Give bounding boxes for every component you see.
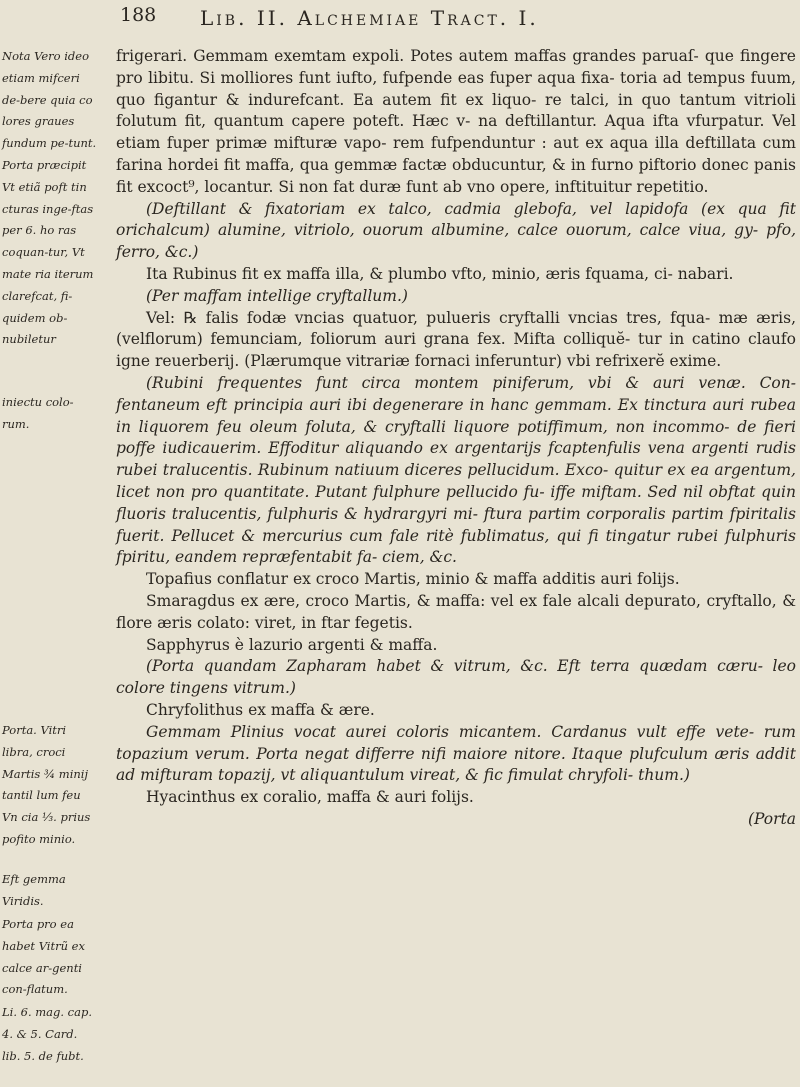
paragraph: Sapphyrus è lazurio argenti & maffa.: [146, 635, 438, 654]
paragraph: (Rubini frequentes funt circa montem piniferum, vbi & auri venæ. Con- fentaneum eft principia auri ibi degenerare in hanc gemmam. Ex tinctura auri rubea in liquorem feu oleum foluta, & cryftalli liquore potiffimum, non incommo- de fieri poffe iudicauerim. Effoditur aliquando ex argentarijs fcaptenfulis vena argenti rudis rubei tralucentis. Rubinum natiuum diceres pellucidum. Exco- quitur ex ea argentum, licet non pro quantitate. Putant fulphure pellucido fu- iffe miftam. Sed nil obftat quin fluoris tralucentis, fulphuris & hydrargyri mi- ftura partim corporalis partim fpiritalis fuerit. Pellucet & mercurius cum fale ritè fublimatus, qui fi tingatur rubei fulphuris fpiritu, eandem repræfentabit fa- ciem, &c.: [116, 373, 796, 567]
main-text: [116, 46, 796, 831]
paragraph: (Porta quandam Zapharam habet & vitrum, &c. Eft terra quædam cæru- leo colore tingens vitrum.): [116, 657, 796, 698]
margin-note: Porta. Vitri libra, croci Martis ¾ minij tantil lum feu Vn cia ⅓. prius pofito minio.: [2, 723, 91, 846]
paragraph: frigerari. Gemmam exemtam expoli. Potes autem maffas grandes paruaſ- que fingere pro libitu. Si molliores funt iufto, fufpende eas fuper aqua fixa- toria ad tempus fuum, quo figantur & indurefcant. Ea autem fit ex liquo- re talci, in quo tantum vitrioli folutum fit, quantum capere poteft. Hæc v- na deftillantur. Aqua ifta vfurpatur. Vel etiam fuper primæ mifturæ vapo- rem fufpenduntur : aut ex aqua illa deftillata cum farina hordei fit maffa, qua gemmæ factæ obducuntur, & in furno piftorio donec panis fit excoct⁹, locantur. Si non fat duræ funt ab vno opere, inftituitur repetitio.: [116, 47, 796, 196]
paragraph: Smaragdus ex ære, croco Martis, & maffa: vel ex fale alcali depurato, cryftallo, & flore æris colato: viret, in ftar fegetis.: [116, 591, 796, 632]
running-title: Lib. II. Alchemiae Tract. I.: [200, 6, 539, 30]
margin-note: Eft gemma Viridis.: [2, 872, 66, 908]
paragraph: Ita Rubinus fit ex maffa illa, & plumbo vfto, minio, æris fquama, ci- nabari.: [146, 264, 734, 283]
paragraph: Hyacinthus ex coralio, maffa & auri folijs.: [146, 788, 474, 807]
catchword: (Porta: [747, 809, 796, 828]
paragraph: (Per maffam intellige cryftallum.): [146, 286, 408, 305]
margin-note: iniectu colo-rum.: [2, 395, 74, 431]
margin-note: Porta pro ea habet Vitrũ ex calce ar-genti con-flatum.: [2, 917, 85, 997]
page-number: 188: [120, 4, 157, 26]
paragraph: Vel: ℞ falis fodæ vncias quatuor, pulueris cryftalli vncias tres, fqua- mæ æris, (velflorum) femunciam, foliorum auri grana fex. Mifta colliquĕ- tur in catino claufo igne reuerberij. (Plærumque vitrariæ fornaci inferuntur) vbi refrixerĕ exime.: [116, 308, 796, 371]
paragraph: (Deftillant & fixatoriam ex talco, cadmia glebofa, vel lapidofa (ex qua fit orichalcum) alumine, vitriolo, ouorum albumine, calce ouorum, calce viua, gy- pfo, ferro, &c.): [116, 199, 796, 262]
margin-note: Li. 6. mag. cap. 4. & 5. Card. lib. 5. de fubt.: [2, 1005, 93, 1063]
paragraph: Gemmam Plinius vocat aurei coloris micantem. Cardanus vult effe vete- rum topazium verum. Porta negat differre nifi maiore nitore. Itaque plufculum æris addit ad mifturam topazij, vt aliquantulum vireat, & fic fimulat chryfoli- thum.): [116, 722, 796, 785]
paragraph: Chryfolithus ex maffa & ære.: [146, 700, 375, 719]
page-header: [120, 4, 770, 44]
paragraph: Topafius conflatur ex croco Martis, minio & maffa additis auri folijs.: [146, 570, 680, 589]
margin-note: Nota Vero ideo etiam mifceri de-bere quia co lores graues fundum pe-tunt. Porta præcipit Vt etiã poft tin cturas inge-ftas per 6. ho ras coquan-tur, Vt mate ria iterum clarefcat, fi-quidem ob-nubiletur: [2, 49, 97, 347]
